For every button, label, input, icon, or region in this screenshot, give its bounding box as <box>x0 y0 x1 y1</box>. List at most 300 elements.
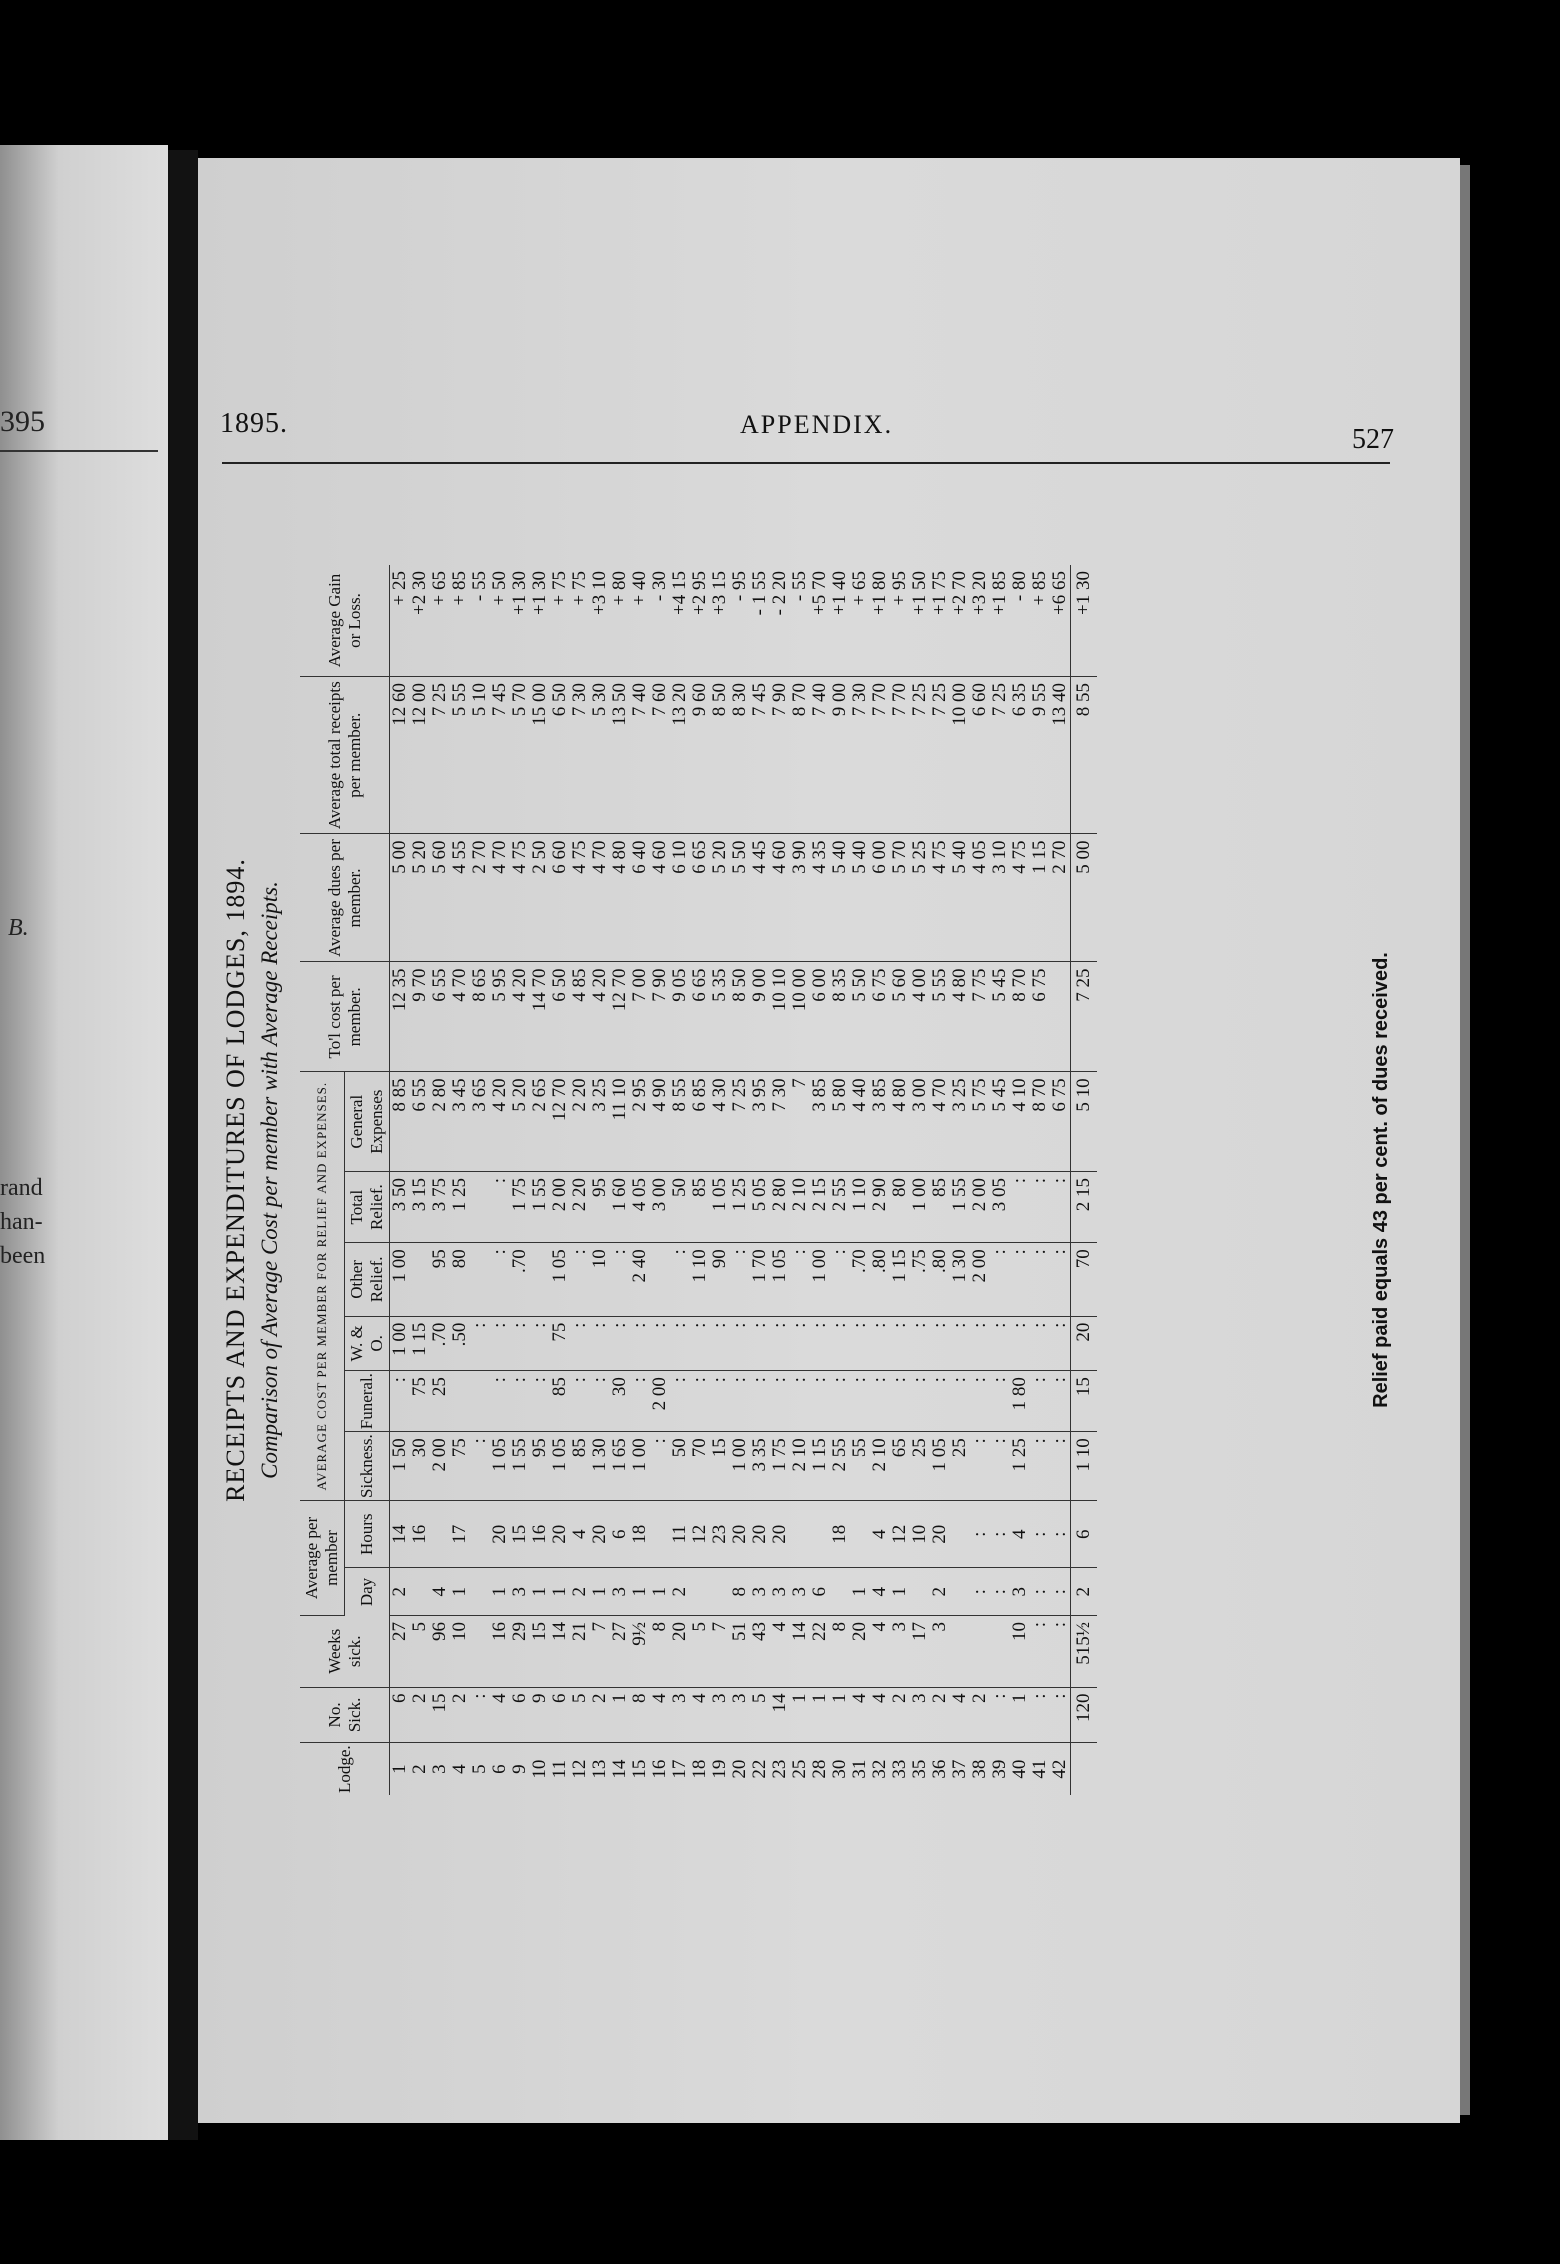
table-cell <box>650 1501 670 1568</box>
table-row <box>510 565 530 1795</box>
table-cell: 7 00 <box>630 962 650 1072</box>
col-header-sickness: Sickness. <box>345 1432 390 1501</box>
table-cell: 5 <box>469 1764 490 1774</box>
table-cell: : <box>990 1243 1010 1316</box>
table-cell: : <box>850 1371 870 1432</box>
table-cell: 20 <box>729 1759 750 1779</box>
table-row <box>950 565 970 1795</box>
table-cell: 3 65 <box>470 1072 490 1172</box>
table-cell: 50 <box>670 1172 690 1243</box>
table-cell: 3 25 <box>950 1072 970 1172</box>
table-cell: 55 <box>850 1432 870 1501</box>
table-cell: 2 50 <box>530 834 550 962</box>
table-row <box>770 565 790 1795</box>
table-cell: 1 55 <box>530 1172 550 1243</box>
table-cell: 2 55 <box>830 1432 850 1501</box>
table-cell: .80 <box>870 1243 890 1316</box>
table-cell: 6 75 <box>1030 962 1050 1072</box>
lodge-table <box>300 565 1097 1795</box>
table-cell: 27 <box>610 1616 630 1688</box>
table-cell: : <box>870 1371 890 1432</box>
col-header-total-relief: Total Relief. <box>345 1172 390 1243</box>
table-cell: : <box>1030 1501 1050 1568</box>
table-cell: 3 <box>510 1568 530 1616</box>
table-cell: 6 50 <box>550 676 570 834</box>
table-cell: 7 30 <box>770 1072 790 1172</box>
table-cell: : <box>510 1371 530 1432</box>
table-cell: : <box>1010 1172 1030 1243</box>
table-cell: +1 30 <box>530 565 550 676</box>
table-cell: 5 80 <box>830 1072 850 1172</box>
table-cell: 20 <box>730 1501 750 1568</box>
table-cell: - 1 55 <box>750 565 770 676</box>
table-cell: 9 <box>530 1687 550 1743</box>
table-cell: : <box>1030 1172 1050 1243</box>
table-cell: 85 <box>550 1371 570 1432</box>
table-cell: 3 85 <box>810 1072 830 1172</box>
page-number: 527 <box>1352 424 1394 455</box>
table-cell: 1 25 <box>730 1172 750 1243</box>
col-header-no-sick: No. Sick. <box>300 1687 390 1743</box>
table-cell: 1 05 <box>770 1243 790 1316</box>
table-cell: 14 70 <box>530 962 550 1072</box>
table-cell: 9 00 <box>830 676 850 834</box>
table-cell: 8 <box>630 1687 650 1743</box>
table-cell: +1 40 <box>830 565 850 676</box>
table-cell: 33 <box>889 1759 910 1779</box>
table-cell <box>530 1243 550 1316</box>
table-cell: : <box>830 1243 850 1316</box>
table-row <box>750 565 770 1795</box>
table-cell: 17 <box>450 1501 470 1568</box>
table-cell: : <box>650 1316 670 1371</box>
table-cell: 6 <box>489 1764 510 1774</box>
table-cell: : <box>590 1371 610 1432</box>
left-page-rule <box>0 450 158 452</box>
table-row <box>390 565 411 1795</box>
table-cell: 1 75 <box>510 1172 530 1243</box>
table-cell: 2 20 <box>570 1072 590 1172</box>
table-cell: 9 70 <box>410 962 430 1072</box>
table-cell <box>1050 962 1071 1072</box>
table-cell: 2 20 <box>570 1172 590 1243</box>
table-row <box>650 565 670 1795</box>
col-header-w-and-o: W. & O. <box>345 1316 390 1371</box>
table-cell: 1 <box>1010 1687 1030 1743</box>
table-cell: 4 80 <box>950 962 970 1072</box>
table-cell: 16 <box>530 1501 550 1568</box>
table-cell: 6 65 <box>690 834 710 962</box>
table-cell: 14 <box>390 1501 411 1568</box>
table-cell: 4 20 <box>510 962 530 1072</box>
table-cell: 1 00 <box>630 1432 650 1501</box>
table-cell: 1 25 <box>1010 1432 1030 1501</box>
table-cell: 7 <box>710 1616 730 1688</box>
table-cell: 1 05 <box>930 1432 950 1501</box>
table-cell <box>970 1616 990 1688</box>
table-cell: 1 <box>810 1687 830 1743</box>
table-cell: 2 80 <box>430 1072 450 1172</box>
table-cell: 5 60 <box>890 962 910 1072</box>
table-cell: 3 50 <box>390 1172 411 1243</box>
table-cell: 7 25 <box>930 676 950 834</box>
table-row <box>1050 565 1071 1795</box>
table-cell: .70 <box>430 1316 450 1371</box>
table-cell <box>450 1371 470 1432</box>
table-cell: 1 05 <box>550 1432 570 1501</box>
table-cell: 10 10 <box>770 962 790 1072</box>
table-cell: : <box>530 1371 550 1432</box>
table-cell: 5 55 <box>930 962 950 1072</box>
table-cell <box>950 1616 970 1688</box>
table-cell: 15 00 <box>530 676 550 834</box>
table-cell: 14 <box>790 1616 810 1688</box>
left-page <box>0 145 168 2140</box>
table-cell: 4 85 <box>570 962 590 1072</box>
col-header-hours: Hours <box>345 1501 390 1568</box>
table-cell: 6 35 <box>1010 676 1030 834</box>
table-cell: 15 <box>510 1501 530 1568</box>
table-row <box>790 565 810 1795</box>
table-cell: 4 <box>490 1687 510 1743</box>
table-cell: 25 <box>430 1371 450 1432</box>
table-cell: 4 30 <box>710 1072 730 1172</box>
table-cell: 18 <box>630 1501 650 1568</box>
table-cell: .80 <box>930 1243 950 1316</box>
table-row <box>1030 565 1050 1795</box>
table-cell: 6 55 <box>430 962 450 1072</box>
table-cell: 6 <box>610 1501 630 1568</box>
table-cell: 1 <box>490 1568 510 1616</box>
table-cell: 3 <box>710 1687 730 1743</box>
table-cell: 1 15 <box>410 1316 430 1371</box>
table-cell: 4 <box>850 1687 870 1743</box>
table-cell: 85 <box>930 1172 950 1243</box>
table-cell: 85 <box>570 1432 590 1501</box>
table-row <box>730 565 750 1795</box>
table-cell: : <box>970 1316 990 1371</box>
table-cell: 42 <box>1049 1759 1070 1779</box>
col-header-avg-dues: Average dues per member. <box>300 834 390 962</box>
table-cell: 7 <box>790 1072 810 1172</box>
table-cell: 7 90 <box>650 962 670 1072</box>
table-cell: : <box>1050 1316 1071 1371</box>
table-cell: 1 <box>550 1568 570 1616</box>
table-cell: 6 85 <box>690 1072 710 1172</box>
table-cell: 23 <box>710 1501 730 1568</box>
table-cell: 11 10 <box>610 1072 630 1172</box>
totals-cell: 70 <box>1071 1243 1098 1316</box>
table-cell: 1 00 <box>390 1316 411 1371</box>
table-cell: 12 60 <box>390 676 411 834</box>
table-cell <box>410 1568 430 1616</box>
table-cell: : <box>930 1371 950 1432</box>
table-cell: 5 25 <box>910 834 930 962</box>
table-cell: 3 00 <box>650 1172 670 1243</box>
table-cell: 25 <box>789 1759 810 1779</box>
group-header-cost: AVERAGE COST PER MEMBER FOR RELIEF AND EXPENSES. <box>300 1072 345 1501</box>
table-cell: 1 25 <box>450 1172 470 1243</box>
table-cell: 5 75 <box>970 1072 990 1172</box>
table-cell: : <box>790 1243 810 1316</box>
table-cell: 2 95 <box>630 1072 650 1172</box>
table-row <box>530 565 550 1795</box>
table-cell: 4 <box>870 1501 890 1568</box>
table-cell: 5 10 <box>470 676 490 834</box>
table-cell: 3 75 <box>430 1172 450 1243</box>
table-cell: 12 <box>690 1501 710 1568</box>
table-cell: : <box>970 1432 990 1501</box>
table-cell: 2 10 <box>790 1432 810 1501</box>
table-cell: : <box>690 1316 710 1371</box>
table-cell: 2 65 <box>530 1072 550 1172</box>
table-cell: : <box>1010 1243 1030 1316</box>
table-cell: 1 00 <box>810 1243 830 1316</box>
table-cell: 8 35 <box>830 962 850 1072</box>
table-cell: 39 <box>989 1759 1010 1779</box>
table-cell: 2 10 <box>870 1432 890 1501</box>
table-cell: 6 00 <box>810 962 830 1072</box>
table-cell: : <box>990 1432 1010 1501</box>
table-row <box>710 565 730 1795</box>
table-cell: 12 <box>890 1501 910 1568</box>
table-cell: 9 00 <box>750 962 770 1072</box>
table-cell: 3 <box>790 1568 810 1616</box>
table-cell: 2 <box>930 1687 950 1743</box>
table-cell: 70 <box>690 1432 710 1501</box>
table-cell: 1 75 <box>770 1432 790 1501</box>
table-cell: +3 10 <box>590 565 610 676</box>
table-cell: 1 <box>590 1568 610 1616</box>
table-cell: 4 20 <box>490 1072 510 1172</box>
table-cell: 95 <box>430 1243 450 1316</box>
table-cell: 6 <box>550 1687 570 1743</box>
table-cell: 75 <box>450 1432 470 1501</box>
totals-cell <box>1071 1743 1098 1795</box>
table-cell: : <box>490 1316 510 1371</box>
table-cell: 6 60 <box>970 676 990 834</box>
table-cell: 1 00 <box>390 1243 411 1316</box>
table-cell: : <box>890 1371 910 1432</box>
table-cell: 3 <box>750 1568 770 1616</box>
table-cell: 2 <box>450 1687 470 1743</box>
table-cell <box>470 1172 490 1243</box>
table-row <box>490 565 510 1795</box>
table-cell: 4 10 <box>1010 1072 1030 1172</box>
table-row <box>570 565 590 1795</box>
table-cell: 7 25 <box>910 676 930 834</box>
totals-cell: 2 15 <box>1071 1172 1098 1243</box>
table-cell: 5 95 <box>490 962 510 1072</box>
table-cell: : <box>1050 1616 1071 1688</box>
col-header-avg-receipts: Average total receipts per member. <box>300 676 390 834</box>
table-cell: 6 75 <box>870 962 890 1072</box>
table-cell: 16 <box>410 1501 430 1568</box>
totals-cell: 15 <box>1071 1371 1098 1432</box>
table-cell: : <box>750 1371 770 1432</box>
table-cell <box>650 1243 670 1316</box>
table-cell: 4 <box>870 1568 890 1616</box>
table-cell: 2 <box>930 1568 950 1616</box>
table-cell: : <box>910 1371 930 1432</box>
table-row <box>590 565 610 1795</box>
totals-cell: 20 <box>1071 1316 1098 1371</box>
table-cell: : <box>630 1371 650 1432</box>
table-cell: + 80 <box>610 565 630 676</box>
table-cell: : <box>1030 1371 1050 1432</box>
table-cell: : <box>750 1316 770 1371</box>
table-cell: 96 <box>430 1616 450 1688</box>
table-cell: 1 <box>850 1568 870 1616</box>
table-cell: 95 <box>530 1432 550 1501</box>
table-cell: 1 10 <box>690 1243 710 1316</box>
table-cell: 8 50 <box>710 676 730 834</box>
table-cell: 18 <box>830 1501 850 1568</box>
table-cell: 6 75 <box>1050 1072 1071 1172</box>
table-cell: 1 10 <box>850 1172 870 1243</box>
table-cell: +1 50 <box>910 565 930 676</box>
table-cell: + 95 <box>890 565 910 676</box>
table-cell: 5 70 <box>890 834 910 962</box>
table-cell: 14 <box>609 1759 630 1779</box>
table-cell: 8 70 <box>790 676 810 834</box>
table-row <box>850 565 870 1795</box>
table-cell: 3 10 <box>990 834 1010 962</box>
table-cell: : <box>810 1371 830 1432</box>
table-body <box>390 565 1098 1795</box>
table-cell: 1 <box>450 1568 470 1616</box>
table-cell: 50 <box>670 1432 690 1501</box>
table-cell: 4 70 <box>930 1072 950 1172</box>
table-cell: : <box>830 1316 850 1371</box>
table-cell: : <box>950 1371 970 1432</box>
running-head-title: APPENDIX. <box>740 410 894 439</box>
totals-row <box>1071 565 1098 1795</box>
table-cell: : <box>930 1316 950 1371</box>
table-cell: : <box>610 1243 630 1316</box>
totals-cell: 5 00 <box>1071 834 1098 962</box>
totals-cell: 2 <box>1071 1568 1098 1616</box>
table-cell: 12 70 <box>610 962 630 1072</box>
table-cell: - 2 20 <box>770 565 790 676</box>
table-row <box>630 565 650 1795</box>
table-cell: 5 55 <box>450 676 470 834</box>
totals-cell: +1 30 <box>1071 565 1098 676</box>
table-cell: 4 45 <box>750 834 770 962</box>
table-cell: 3 <box>770 1568 790 1616</box>
table-cell: - 55 <box>790 565 810 676</box>
table-cell: 7 45 <box>750 676 770 834</box>
table-cell: : <box>950 1316 970 1371</box>
table-cell: 1 60 <box>610 1172 630 1243</box>
table-cell: 1 <box>610 1687 630 1743</box>
table-cell: 9 <box>509 1764 530 1774</box>
table-cell: .70 <box>850 1243 870 1316</box>
table-cell: 10 00 <box>950 676 970 834</box>
table-cell: 1 70 <box>750 1243 770 1316</box>
table-cell: 4 <box>570 1501 590 1568</box>
table-cell: +3 20 <box>970 565 990 676</box>
table-cell: : <box>890 1316 910 1371</box>
table-row <box>1010 565 1030 1795</box>
table-cell: + 85 <box>1030 565 1050 676</box>
table-cell: : <box>490 1243 510 1316</box>
table-cell: : <box>530 1316 550 1371</box>
totals-cell: 5 10 <box>1071 1072 1098 1172</box>
table-cell: 3 85 <box>870 1072 890 1172</box>
table-cell: +5 70 <box>810 565 830 676</box>
book-gutter <box>168 150 198 2140</box>
table-cell: : <box>710 1371 730 1432</box>
table-cell: : <box>790 1371 810 1432</box>
table-cell: 13 50 <box>610 676 630 834</box>
left-page-line-1: rand <box>0 1175 43 1201</box>
table-cell: 6 40 <box>630 834 650 962</box>
table-cell: 20 <box>770 1501 790 1568</box>
table-cell: 8 70 <box>1010 962 1030 1072</box>
table-subtitle: Comparison of Average Cost per member with Average Receipts. <box>257 881 282 1479</box>
table-row <box>910 565 930 1795</box>
table-cell: 4 70 <box>450 962 470 1072</box>
group-header-average: Average per member <box>300 1501 345 1616</box>
table-cell: 40 <box>1009 1759 1030 1779</box>
table-cell: 11 <box>670 1501 690 1568</box>
table-cell: 35 <box>909 1759 930 1779</box>
table-cell: - 55 <box>470 565 490 676</box>
col-header-funeral: Funeral. <box>345 1371 390 1432</box>
table-cell: 2 55 <box>830 1172 850 1243</box>
left-page-line-3: been <box>0 1243 46 1269</box>
table-cell: 8 <box>830 1616 850 1688</box>
table-cell: + 65 <box>430 565 450 676</box>
table-row <box>810 565 830 1795</box>
table-cell <box>430 1501 450 1568</box>
table-cell: : <box>670 1316 690 1371</box>
totals-cell: 7 25 <box>1071 962 1098 1072</box>
table-cell: 6 <box>510 1687 530 1743</box>
table-cell: 5 20 <box>410 834 430 962</box>
table-cell: 43 <box>750 1616 770 1688</box>
table-cell: 75 <box>550 1316 570 1371</box>
table-cell: 6 00 <box>870 834 890 962</box>
table-cell: 80 <box>450 1243 470 1316</box>
table-row <box>870 565 890 1795</box>
table-cell: 5 30 <box>590 676 610 834</box>
col-header-avg-gain: Average Gain or Loss. <box>300 565 390 676</box>
table-cell: 3 35 <box>750 1432 770 1501</box>
col-header-weeks-sick: Weeks sick. <box>300 1616 390 1688</box>
table-cell: 5 60 <box>430 834 450 962</box>
table-cell: + 75 <box>570 565 590 676</box>
totals-cell: 515½ <box>1071 1616 1098 1688</box>
table-cell: 4 75 <box>930 834 950 962</box>
left-page-year: 395 <box>0 405 45 438</box>
table-cell: 5 <box>750 1687 770 1743</box>
table-cell: 12 <box>569 1759 590 1779</box>
table-cell: 36 <box>929 1759 950 1779</box>
table-cell <box>910 1568 930 1616</box>
table-cell: 20 <box>670 1616 690 1688</box>
table-cell: 4 75 <box>510 834 530 962</box>
table-cell <box>470 1568 490 1616</box>
table-cell: 7 70 <box>870 676 890 834</box>
col-header-to-cost: To'l cost per member. <box>300 962 390 1072</box>
table-cell: 10 <box>910 1501 930 1568</box>
table-cell: 1 <box>530 1568 550 1616</box>
table-cell: : <box>1050 1432 1071 1501</box>
table-row <box>690 565 710 1795</box>
table-cell: 10 00 <box>790 962 810 1072</box>
